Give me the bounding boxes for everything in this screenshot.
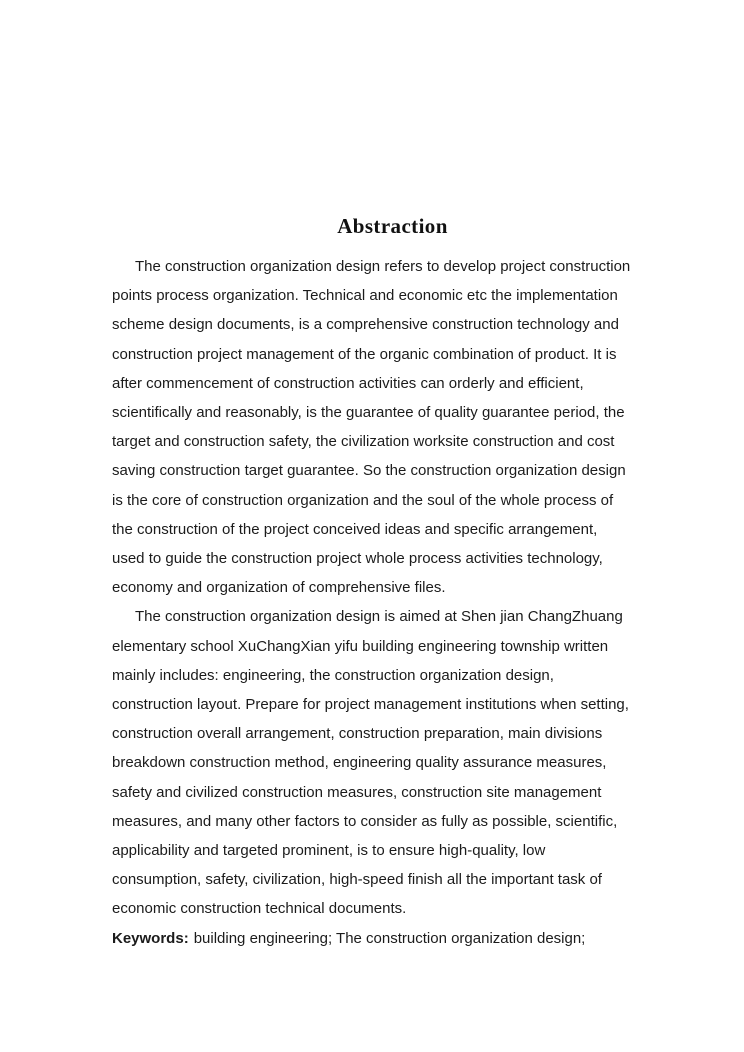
paragraph-2-line-8: measures, and many other factors to consider as fully as possible, scientific, xyxy=(112,812,618,830)
paragraph-1-line-3: scheme design documents, is a comprehensive construction technology and xyxy=(112,316,619,334)
paragraph-2-line-10: consumption, safety, civilization, high-speed finish all the important task of xyxy=(112,871,602,889)
paragraph-2-line-11: economic construction technical documents. xyxy=(112,900,407,918)
paragraph-1-line-7: target and construction safety, the civilization worksite construction and cost xyxy=(112,433,615,451)
paragraph-1-line-2: points process organization. Technical and economic etc the implementation xyxy=(112,287,618,305)
paragraph-1-line-8: saving construction target guarantee. So the construction organization design xyxy=(112,462,626,480)
paragraph-2-line-9: applicability and targeted prominent, is to ensure high-quality, low xyxy=(112,842,546,860)
paragraph-1-line-5: after commencement of construction activities can orderly and efficient, xyxy=(112,374,584,392)
paragraph-1-line-6: scientifically and reasonably, is the guarantee of quality guarantee period, the xyxy=(112,404,625,422)
keywords-label: Keywords: xyxy=(112,929,189,947)
paragraph-1-line-12: economy and organization of comprehensive files. xyxy=(112,579,446,597)
paragraph-2-line-4: construction layout. Prepare for project management institutions when setting, xyxy=(112,696,629,714)
paragraph-2-line-7: safety and civilized construction measures, construction site management xyxy=(112,783,602,801)
paragraph-2-line-5: construction overall arrangement, construction preparation, main divisions xyxy=(112,725,603,743)
paragraph-2-line-6: breakdown construction method, engineering quality assurance measures, xyxy=(112,754,607,772)
paragraph-1-line-9: is the core of construction organization and the soul of the whole process of xyxy=(112,491,614,509)
keywords-line xyxy=(112,924,692,953)
paragraph-2-line-2: elementary school XuChangXian yifu building engineering township written xyxy=(112,637,609,655)
page-content xyxy=(112,214,692,953)
page-title: Abstraction xyxy=(337,214,448,238)
paragraph-1-line-4: construction project management of the organic combination of product. It is xyxy=(112,345,617,363)
paragraph-1-line-11: used to guide the construction project whole process activities technology, xyxy=(112,550,603,568)
paragraph-2-line-3: mainly includes: engineering, the construction organization design, xyxy=(112,666,554,684)
keywords-text: building engineering; The construction organization design; xyxy=(193,929,586,947)
paragraph-1-line-1: The construction organization design refers to develop project construction xyxy=(135,258,631,275)
paragraph-1-line-10: the construction of the project conceived ideas and specific arrangement, xyxy=(112,520,598,538)
paragraph-2-line-1: The construction organization design is aimed at Shen jian ChangZhuang xyxy=(135,608,623,626)
